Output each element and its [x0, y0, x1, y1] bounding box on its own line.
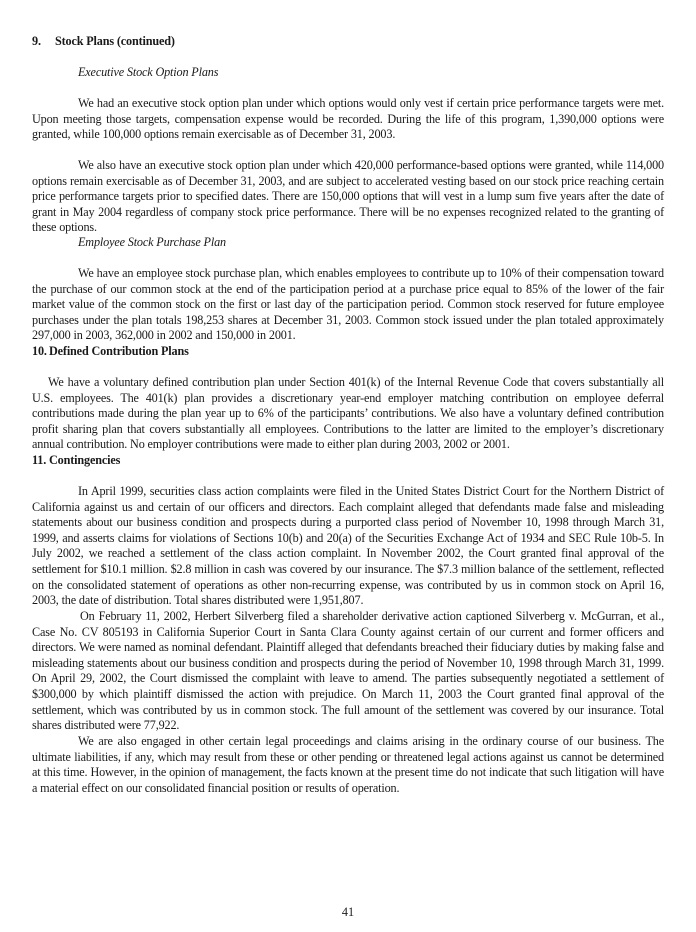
paragraph-executive-plan-2: We also have an executive stock option plan under which 420,000 performance-based options were granted, while 114,000 options remain exercisable as of December 31, 2003, and are subject to accelerated vesting based on our stock price reaching certain price performance targets prior to specified dates. There are 150,000 options that will vest in a lump sum five years after the date of grant in May 2004 regardless of company stock price performance. There will be no expenses recognized related to the granting of these options.	[32, 158, 664, 235]
section-heading-contingencies	[32, 453, 120, 469]
subsection-heading-executive-stock-option-plans: Executive Stock Option Plans	[78, 65, 219, 79]
page-number: 41	[341, 905, 355, 919]
subsection-heading-employee-stock-purchase-plan: Employee Stock Purchase Plan	[78, 235, 226, 249]
paragraph-executive-plan-1: We had an executive stock option plan under which options would only vest if certain price performance targets were met. Upon meeting those targets, compensation expense would be recorded. During the life of this program, 1,390,000 options were granted, while 100,000 options remain exercisable as of December 31, 2003.	[32, 96, 664, 142]
section-title: Stock Plans (continued)	[55, 34, 175, 48]
section-heading-defined-contribution-plans	[32, 344, 189, 360]
section-title: Defined Contribution Plans	[49, 344, 189, 358]
section-heading-stock-plans	[32, 34, 175, 50]
paragraph-derivative-action: On February 11, 2002, Herbert Silverberg filed a shareholder derivative action captioned Silverberg v. McGurran, et al., Case No. CV 805193 in California Superior Court in Santa Clara County against certain of our current and former officers and directors. We were named as nominal defendant. Plaintiff alleged that defendants breached their fiduciary duties by making false and misleading statements about our business condition and prospects during the period of November 10, 1998 through March 31, 1999. On April 29, 2002, the Court dismissed the complaint with leave to amend. The parties subsequently negotiated a settlement of $300,000 by which plaintiff dismissed the action with prejudice. On March 11, 2003 the Court granted final approval of the settlement, which was contributed by us in common stock. The full amount of the settlement was covered by our insurance. Total shares distributed were 77,922.	[32, 609, 664, 733]
paragraph-other-legal-proceedings: We are also engaged in other certain legal proceedings and claims arising in the ordinary course of our business. The ultimate liabilities, if any, which may result from these or other pending or threatened legal actions against us cannot be determined at this time. However, in the opinion of management, the facts known at the present time do not indicate that such litigation will have a material effect on our consolidated financial position or results of operation.	[32, 734, 664, 795]
paragraph-employee-stock-purchase-plan: We have an employee stock purchase plan, which enables employees to contribute up to 10% of their compensation toward the purchase of our common stock at the end of the participation period at a purchase price equal to 85% of the lower of the fair market value of the common stock on the first or last day of the participation period. Common stock reserved for future employee purchases under the plan totals 198,253 shares at December 31, 2003. Common stock issued under the plan totaled approximately 297,000 in 2003, 362,000 in 2002 and 150,000 in 2001.	[32, 266, 664, 343]
section-number: 11.	[32, 453, 47, 467]
paragraph-defined-contribution-plans: We have a voluntary defined contribution plan under Section 401(k) of the Internal Revenue Code that covers substantially all U.S. employees. The 401(k) plan provides a discretionary year-end employer matching contribution on employee deferral contributions made during the plan year up to 6% of the participants’ contributions. We also have a voluntary defined contribution profit sharing plan that covers substantially all employees. Contributions to the latter are limited to the employer’s discretionary annual contribution. No employer contributions were made to either plan during 2003, 2002 or 2001.	[32, 375, 664, 452]
section-number: 9.	[32, 34, 41, 48]
paragraph-class-action: In April 1999, securities class action complaints were filed in the United States District Court for the Northern District of California against us and certain of our officers and directors. Each complaint alleged that defendants made false and misleading statements about our business condition and prospects during a purported class period of November 10, 1998 through March 31, 1999, and asserts claims for violations of Sections 10(b) and 20(a) of the Securities Exchange Act of 1934 and SEC Rule 10b-5. In July 2002, we reached a settlement of the class action complaint. In November 2002, the Court granted final approval of the settlement for $10.1 million. $2.8 million in cash was covered by our insurance. The $7.3 million balance of the settlement, reflected on the consolidated statement of operations as other non-recurring expense, was contributed by us in common stock on April 16, 2003, the date of distribution. Total shares distributed were 1,951,807.	[32, 484, 664, 608]
section-number: 10.	[32, 344, 47, 358]
section-title: Contingencies	[49, 453, 121, 467]
